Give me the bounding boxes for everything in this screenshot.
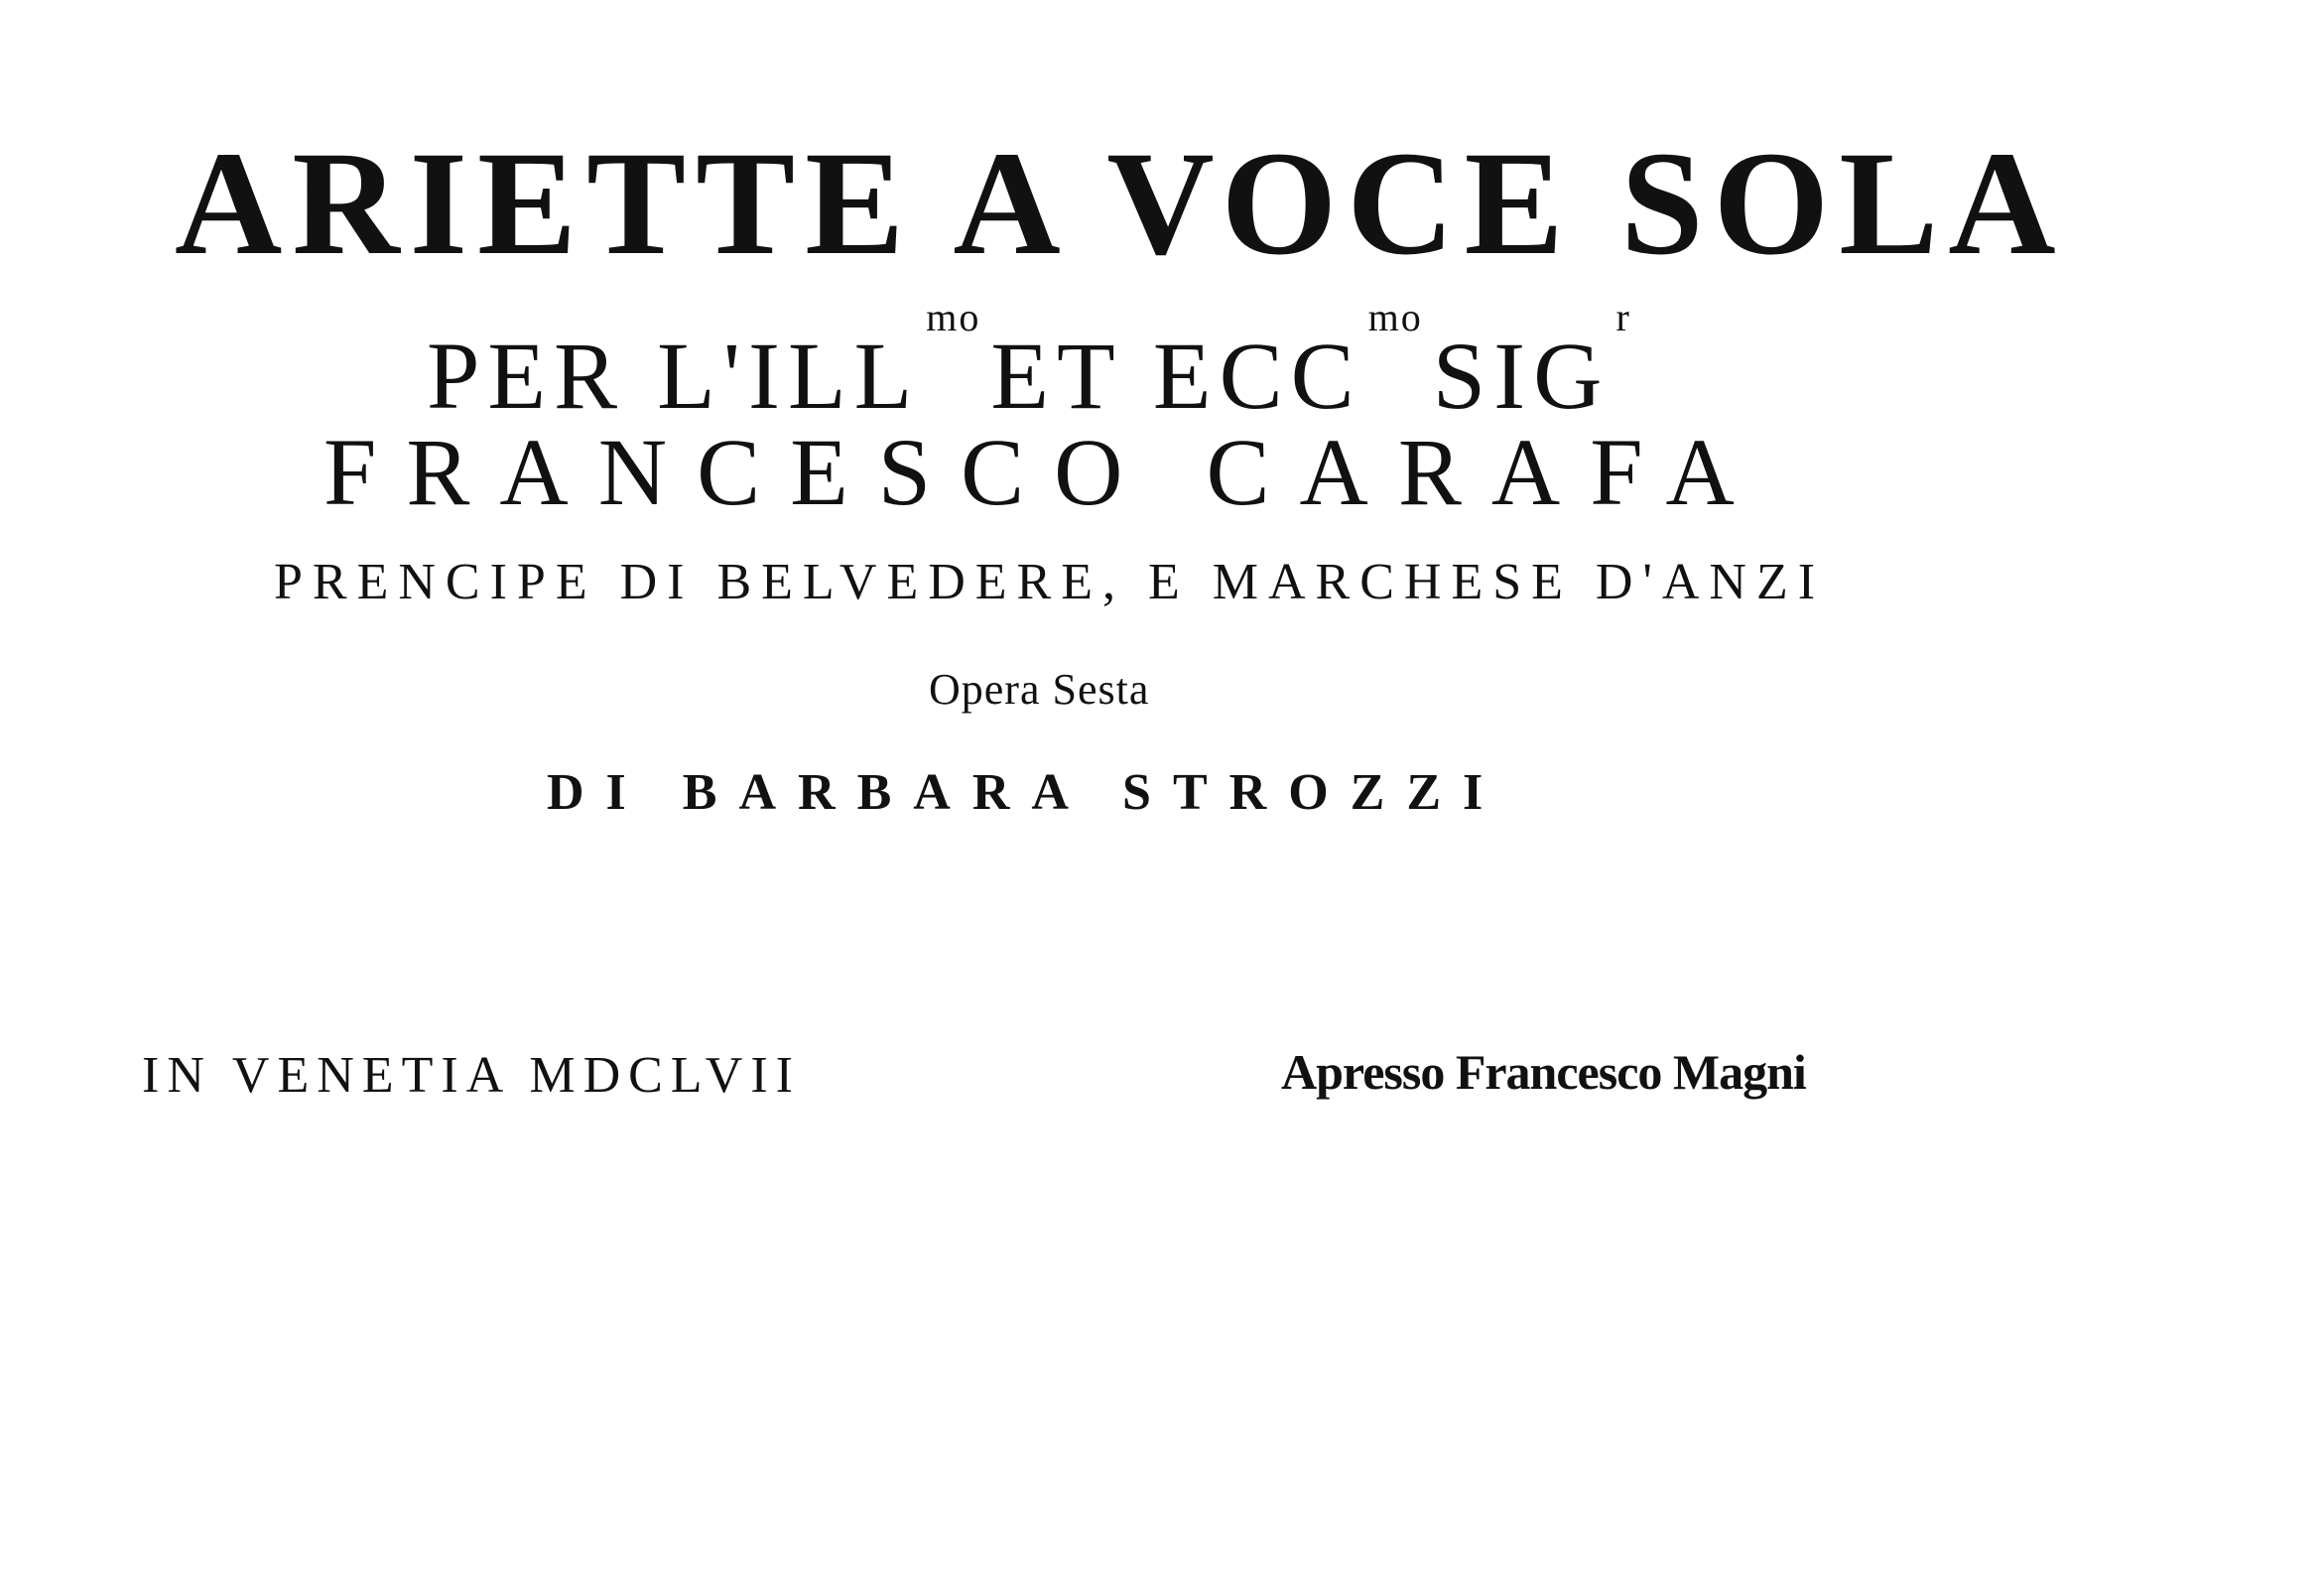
dedicatee-name: FRANCESCO CARAFA <box>323 419 1764 525</box>
imprint-printer: Apresso Francesco Magni <box>1281 1044 1806 1100</box>
dedication-per: PER L'ILL <box>427 323 921 429</box>
opus-number: Opera Sesta <box>929 665 1150 714</box>
dedication-sig-superscript: r <box>1615 295 1631 339</box>
imprint-place-date: IN VENETIA MDCLVII <box>142 1047 801 1104</box>
dedication-sig: SIG <box>1432 323 1611 429</box>
work-title: ARIETTE A VOCE SOLA <box>175 121 2066 286</box>
author-line: DI BARBARA STROZZI <box>547 764 1505 821</box>
dedicatee-titles: PRENCIPE DI BELVEDERE, E MARCHESE D'ANZI <box>274 554 1826 610</box>
dedication-per-superscript: mo <box>926 295 981 339</box>
dedication-et-superscript: mo <box>1367 295 1423 339</box>
dedication-et: ET ECC <box>990 323 1362 429</box>
dedication-line <box>427 295 1641 429</box>
